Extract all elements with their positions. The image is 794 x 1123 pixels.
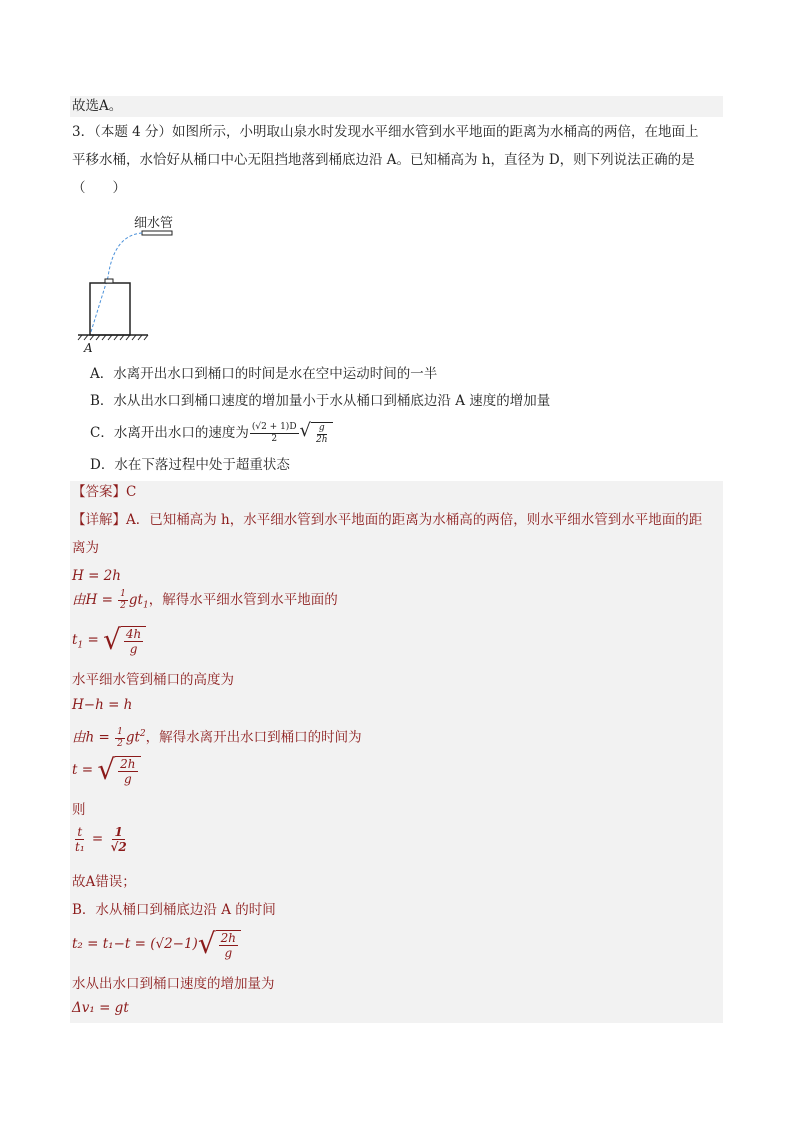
option-c-num: (√2 + 1)D	[251, 422, 297, 432]
answer-label: 【答案】C	[72, 484, 137, 500]
pipe-label: 细水管	[134, 216, 174, 231]
formula-h-minus-h: H−h = h	[72, 697, 133, 713]
option-d: D．水在下落过程中处于超重状态	[90, 457, 290, 473]
question-line-2: 平移水桶，水恰好从桶口中心无阻挡地落到桶底边沿 A。已知桶高为 h，直径为 D，则下列说法正确的是	[72, 152, 695, 168]
option-c-sqrt: √ $\frac{g}{2h}$	[300, 422, 333, 445]
option-c-prefix: C．水离开出水口的速度为	[90, 425, 249, 441]
solution-line-2: 离为	[72, 540, 99, 556]
frac-half-2: $\frac{1}{2}$	[117, 726, 123, 749]
formula-h-2h: H = 2h	[72, 568, 121, 584]
solution-line-1: 【详解】A．已知桶高为 h，水平细水管到水平地面的距离为水桶高的两倍，则水平细水管到水平地面的距	[72, 512, 703, 528]
formula-delta-v1: Δv₁ = gt	[72, 1000, 129, 1016]
question-line-1: 3．（本题 4 分）如图所示，小明取山泉水时发现水平细水管到水平地面的距离为水桶高的两倍，在地面上	[72, 124, 699, 140]
solution-line-4: 由H = $\frac{1}{2}$ $gt_1$，解得水平细水管到水平地面的	[72, 589, 338, 611]
shade-top	[70, 96, 723, 117]
solution-line-15: 水从出水口到桶口速度的增加量为	[72, 976, 275, 992]
solution-line-10: 则	[72, 802, 86, 818]
formula-t1: $t_1$ = √ $\frac{4h}{g}$	[72, 626, 146, 656]
solution-line-12: 故A错误；	[72, 874, 136, 890]
bucket-figure	[74, 205, 194, 355]
water-trajectory	[90, 233, 142, 335]
option-c-fraction	[250, 423, 299, 444]
water-pipe	[142, 231, 172, 235]
solution-line-13: B．水从桶口到桶底边沿 A 的时间	[72, 902, 276, 918]
formula-ratio: $\frac{t}{\text{t₁}}$ = $\frac{1}{√2}$	[75, 825, 127, 854]
frac-half-1: $\frac{1}{2}$	[120, 589, 126, 611]
question-line-3: （ ）	[72, 180, 126, 196]
solution-line-8: 由h = $\frac{1}{2}$ $gt^2$，解得水离开出水口到桶口的时间为	[72, 726, 362, 749]
bucket	[90, 283, 130, 335]
formula-t: t = √ $\frac{2h}{g}$	[72, 756, 141, 785]
option-a: A．水离开出水口到桶口的时间是水在空中运动时间的一半	[90, 366, 438, 382]
formula-t2: t₂ = t₁−t = (√2−1) √ $\frac{2h}{g}$	[72, 930, 241, 959]
prev-conclusion: 故选A。	[72, 98, 123, 114]
bucket-mouth	[105, 279, 113, 283]
option-c-rad-num: g	[318, 423, 325, 433]
option-c	[90, 422, 333, 445]
point-a-label: A	[84, 341, 93, 355]
option-b: B．水从出水口到桶口速度的增加量小于水从桶口到桶底边沿 A 速度的增加量	[90, 393, 551, 409]
option-c-rad-den: 2h	[316, 435, 328, 445]
solution-line-6: 水平细水管到桶口的高度为	[72, 672, 234, 688]
option-c-den: 2	[271, 434, 278, 444]
